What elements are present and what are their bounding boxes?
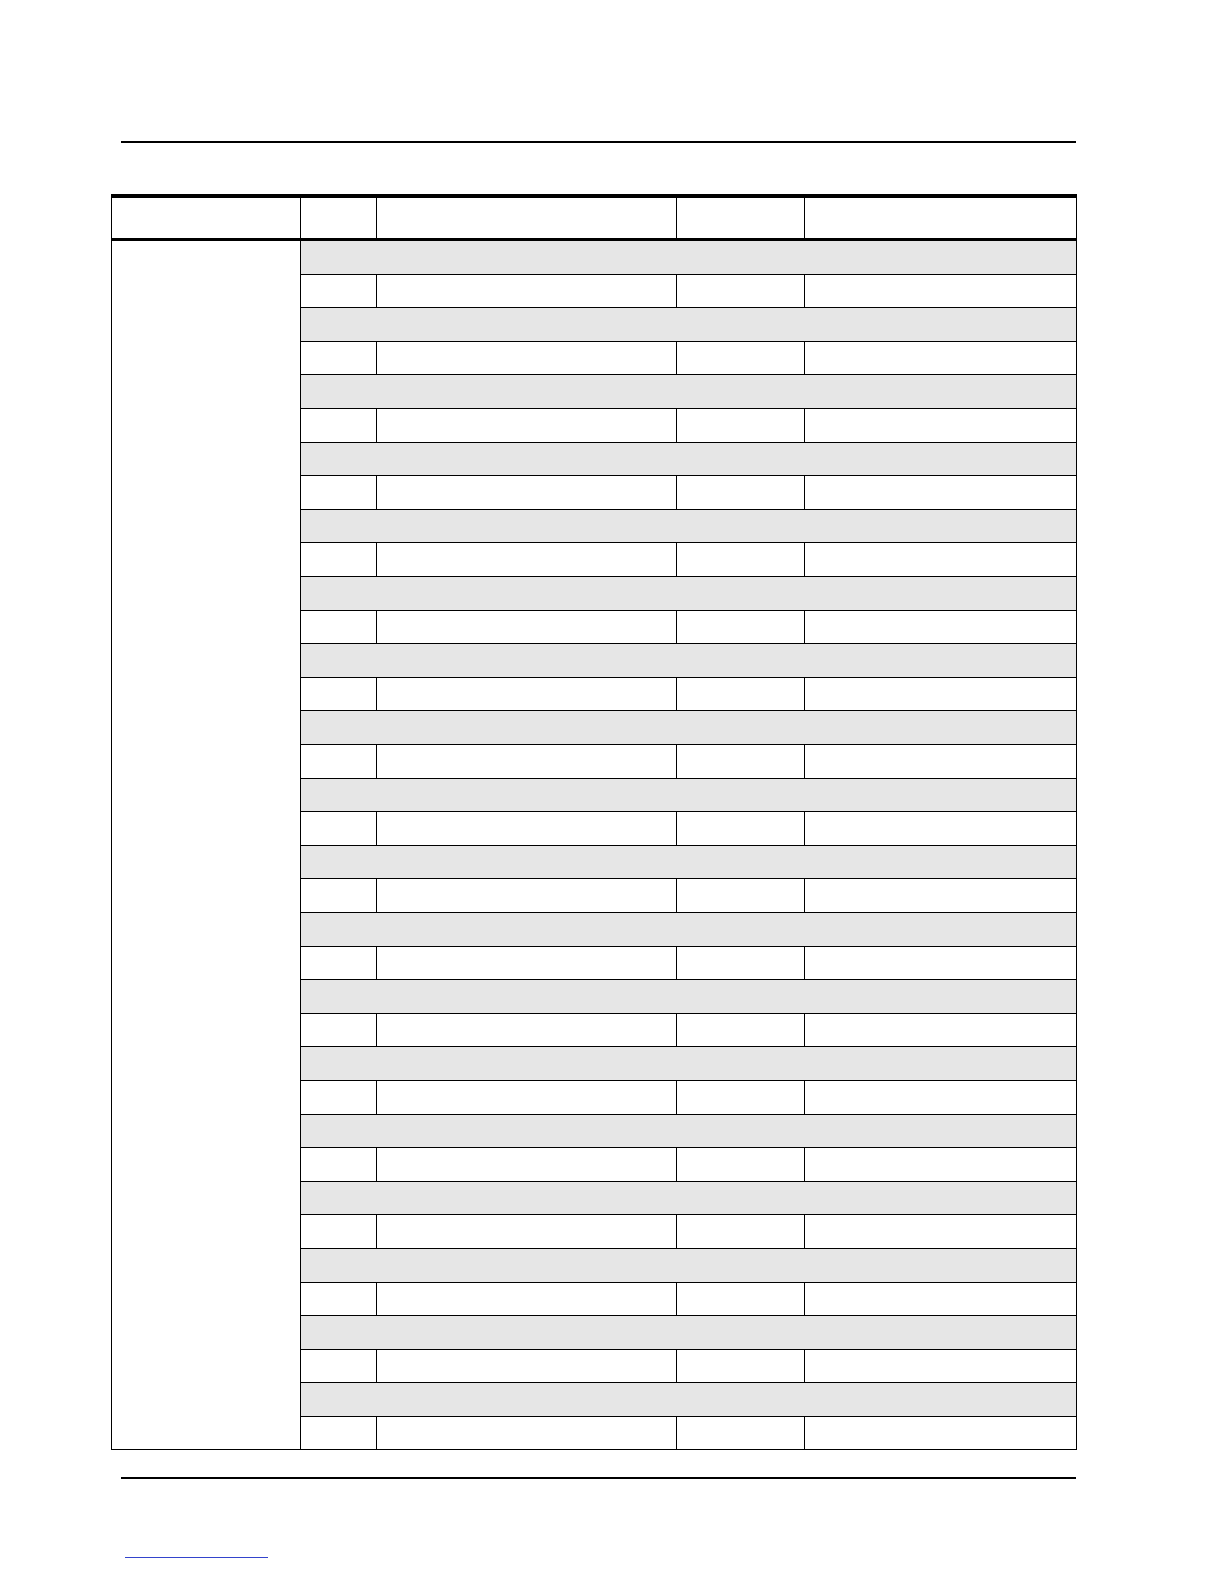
table-row — [301, 879, 1076, 913]
table-cell — [677, 1283, 805, 1316]
table-cell — [301, 241, 377, 274]
table-cell — [805, 409, 1078, 442]
table-cell — [377, 1182, 677, 1215]
table-cell — [301, 443, 377, 476]
table-cell — [301, 1215, 377, 1248]
table-cell — [677, 1081, 805, 1114]
table-cell — [301, 779, 377, 812]
table-row — [301, 678, 1076, 712]
table-row — [301, 275, 1076, 309]
table-cell — [677, 611, 805, 644]
table-cell — [301, 1417, 377, 1451]
table-cell — [301, 1316, 377, 1349]
table-row — [301, 1081, 1076, 1115]
table-cell — [301, 275, 377, 308]
table-row — [301, 1215, 1076, 1249]
table-cell — [677, 980, 805, 1013]
table-cell — [677, 1316, 805, 1349]
table-row — [301, 745, 1076, 779]
table-cell — [805, 241, 1078, 274]
table-row — [301, 1417, 1076, 1451]
table-cell — [377, 1215, 677, 1248]
table-row — [301, 1182, 1076, 1216]
table-row — [301, 241, 1076, 275]
table-row — [301, 1383, 1076, 1417]
table-cell — [301, 1283, 377, 1316]
table-header-row — [112, 198, 1076, 241]
table-cell — [301, 913, 377, 946]
table-cell — [805, 275, 1078, 308]
table-cell — [805, 577, 1078, 610]
table-cell — [677, 275, 805, 308]
footer-rule — [121, 1477, 1076, 1479]
table-cell — [377, 375, 677, 408]
table-cell — [301, 980, 377, 1013]
table-cell — [377, 846, 677, 879]
table-cell — [677, 543, 805, 576]
table-row — [301, 980, 1076, 1014]
table-cell — [377, 1350, 677, 1383]
table-cell — [377, 577, 677, 610]
table-cell — [677, 779, 805, 812]
table-row — [301, 611, 1076, 645]
table-row — [301, 409, 1076, 443]
table-cell — [677, 1383, 805, 1416]
table-cell — [805, 947, 1078, 980]
table-cell — [805, 1383, 1078, 1416]
table-cell — [377, 913, 677, 946]
table-cell — [377, 241, 677, 274]
table-cell — [677, 1014, 805, 1047]
table-cell — [805, 1350, 1078, 1383]
table-row — [301, 308, 1076, 342]
header-cell-5 — [805, 198, 1076, 241]
table-cell — [677, 913, 805, 946]
table-cell — [677, 1115, 805, 1148]
table-cell — [377, 1014, 677, 1047]
table-row — [301, 644, 1076, 678]
table-cell — [377, 611, 677, 644]
table-cell — [805, 980, 1078, 1013]
table-cell — [301, 879, 377, 912]
table-cell — [301, 846, 377, 879]
table-cell — [677, 678, 805, 711]
table-row — [301, 543, 1076, 577]
table-cell — [677, 1350, 805, 1383]
table-cell — [805, 711, 1078, 744]
table-cell — [677, 644, 805, 677]
table-cell — [805, 476, 1078, 509]
table-cell — [805, 375, 1078, 408]
merged-group-cell — [112, 241, 301, 1449]
header-cell-1 — [112, 198, 301, 241]
table-cell — [377, 711, 677, 744]
table-cell — [301, 543, 377, 576]
table-cell — [301, 947, 377, 980]
table-cell — [677, 476, 805, 509]
table-row — [301, 913, 1076, 947]
table-cell — [377, 1283, 677, 1316]
table-cell — [805, 913, 1078, 946]
table-cell — [805, 1215, 1078, 1248]
table-cell — [677, 510, 805, 543]
header-cell-4 — [677, 198, 805, 241]
table-row — [301, 812, 1076, 846]
table-row — [301, 342, 1076, 376]
table-row — [301, 779, 1076, 813]
table-row — [301, 1047, 1076, 1081]
table-cell — [377, 1249, 677, 1282]
table-cell — [377, 812, 677, 845]
table-cell — [301, 1182, 377, 1215]
table-cell — [677, 879, 805, 912]
table-row — [301, 443, 1076, 477]
table-cell — [377, 980, 677, 1013]
table-cell — [805, 1148, 1078, 1181]
table-cell — [301, 1383, 377, 1416]
table-cell — [677, 308, 805, 341]
table-cell — [677, 1148, 805, 1181]
table-cell — [677, 342, 805, 375]
table-cell — [677, 1417, 805, 1451]
table-cell — [301, 308, 377, 341]
table-cell — [377, 1383, 677, 1416]
table-cell — [377, 779, 677, 812]
header-cell-2 — [301, 198, 377, 241]
table-cell — [677, 1249, 805, 1282]
table-row — [301, 711, 1076, 745]
data-table — [111, 194, 1077, 1450]
table-cell — [677, 846, 805, 879]
table-cell — [377, 1047, 677, 1080]
table-cell — [805, 543, 1078, 576]
table-cell — [805, 1182, 1078, 1215]
table-row — [301, 1283, 1076, 1317]
table-cell — [301, 1081, 377, 1114]
table-cell — [677, 1047, 805, 1080]
table-cell — [805, 510, 1078, 543]
table-cell — [301, 476, 377, 509]
table-cell — [805, 308, 1078, 341]
table-cell — [677, 375, 805, 408]
table-cell — [677, 947, 805, 980]
table-cell — [377, 1081, 677, 1114]
table-cell — [301, 678, 377, 711]
table-cell — [301, 1047, 377, 1080]
table-cell — [805, 1417, 1078, 1451]
table-cell — [805, 779, 1078, 812]
table-cell — [805, 745, 1078, 778]
table-cell — [377, 745, 677, 778]
table-cell — [377, 476, 677, 509]
table-cell — [301, 577, 377, 610]
table-cell — [377, 1115, 677, 1148]
table-cell — [377, 543, 677, 576]
table-cell — [377, 1417, 677, 1451]
table-cell — [805, 644, 1078, 677]
table-row — [301, 510, 1076, 544]
table-cell — [301, 510, 377, 543]
table-row — [301, 1014, 1076, 1048]
table-cell — [677, 577, 805, 610]
table-rows — [301, 241, 1076, 1449]
table-cell — [377, 1148, 677, 1181]
table-cell — [805, 1014, 1078, 1047]
table-cell — [805, 1316, 1078, 1349]
table-row — [301, 1350, 1076, 1384]
table-cell — [805, 611, 1078, 644]
table-cell — [301, 342, 377, 375]
table-cell — [805, 1081, 1078, 1114]
footer-link[interactable] — [125, 1557, 268, 1558]
table-cell — [377, 947, 677, 980]
table-cell — [677, 409, 805, 442]
table-cell — [377, 275, 677, 308]
table-cell — [805, 812, 1078, 845]
table-cell — [805, 443, 1078, 476]
table-cell — [301, 1148, 377, 1181]
table-row — [301, 375, 1076, 409]
table-cell — [301, 644, 377, 677]
table-row — [301, 947, 1076, 981]
header-rule — [121, 141, 1076, 143]
table-cell — [805, 879, 1078, 912]
table-cell — [377, 510, 677, 543]
table-cell — [377, 678, 677, 711]
table-cell — [301, 812, 377, 845]
table-cell — [377, 1316, 677, 1349]
table-cell — [301, 1249, 377, 1282]
table-cell — [805, 342, 1078, 375]
table-cell — [301, 711, 377, 744]
table-cell — [677, 812, 805, 845]
table-cell — [301, 1350, 377, 1383]
table-cell — [677, 711, 805, 744]
table-cell — [301, 611, 377, 644]
table-row — [301, 1115, 1076, 1149]
header-cell-3 — [377, 198, 677, 241]
table-row — [301, 1316, 1076, 1350]
table-cell — [677, 241, 805, 274]
table-row — [301, 846, 1076, 880]
table-cell — [805, 1047, 1078, 1080]
table-row — [301, 1148, 1076, 1182]
table-cell — [677, 443, 805, 476]
table-cell — [377, 409, 677, 442]
table-cell — [301, 1014, 377, 1047]
table-cell — [677, 745, 805, 778]
table-row — [301, 577, 1076, 611]
table-cell — [301, 745, 377, 778]
table-cell — [677, 1215, 805, 1248]
table-cell — [377, 879, 677, 912]
table-body — [112, 241, 1076, 1449]
table-cell — [805, 678, 1078, 711]
table-cell — [805, 846, 1078, 879]
table-row — [301, 1249, 1076, 1283]
table-row — [301, 476, 1076, 510]
table-cell — [301, 1115, 377, 1148]
table-cell — [805, 1115, 1078, 1148]
table-cell — [377, 342, 677, 375]
table-cell — [301, 409, 377, 442]
table-cell — [805, 1283, 1078, 1316]
table-cell — [301, 375, 377, 408]
table-cell — [377, 308, 677, 341]
table-cell — [805, 1249, 1078, 1282]
table-cell — [377, 644, 677, 677]
table-cell — [377, 443, 677, 476]
table-cell — [677, 1182, 805, 1215]
